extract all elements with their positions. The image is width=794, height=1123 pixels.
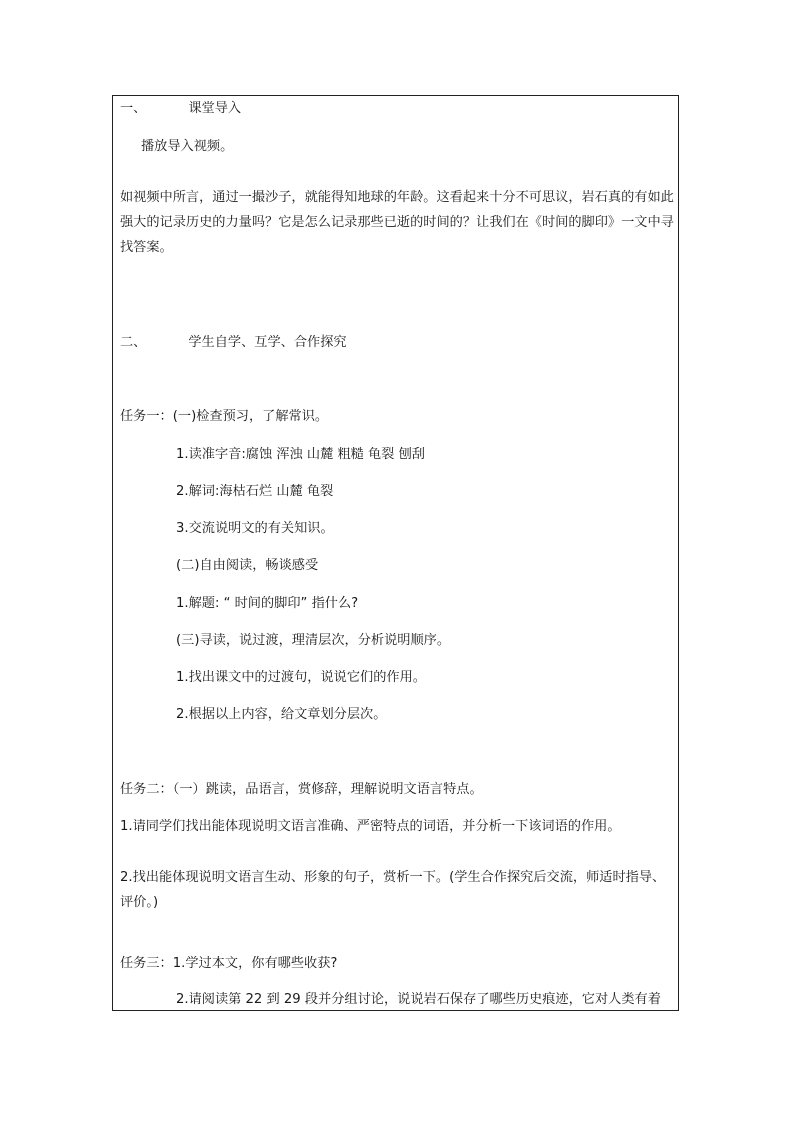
task-one-title: (一)检查预习，了解常识。 bbox=[172, 409, 329, 424]
task-one-item: 1.读准字音:腐蚀 浑浊 山麓 粗糙 龟裂 刨刮 bbox=[176, 447, 425, 462]
task-one-item: 2.根据以上内容，给文章划分层次。 bbox=[176, 707, 387, 722]
task-one-item: 2.解词:海枯石烂 山麓 龟裂 bbox=[176, 484, 334, 499]
lesson-plan-table-cell bbox=[112, 95, 679, 1011]
task-one-label: 任务一： bbox=[120, 409, 173, 424]
task-three-heading: 任务三：1.学过本文，你有哪些收获? bbox=[120, 956, 338, 971]
task-two-heading: 任务二：（一）跳读，品语言，赏修辞，理解说明文语言特点。 bbox=[120, 782, 483, 797]
task-one-subheading: (二)自由阅读，畅谈感受 bbox=[176, 558, 319, 573]
section-one-heading bbox=[120, 99, 241, 119]
task-one-item: 1.解题: “ 时间的脚印” 指什么? bbox=[176, 596, 359, 611]
task-one-item: 3.交流说明文的有关知识。 bbox=[176, 521, 334, 536]
play-video-line: 播放导入视频。 bbox=[141, 139, 234, 154]
task-three-item: 2.请阅读第 22 到 29 段并分组讨论，说说岩石保存了哪些历史痕迹，它对人类有着 bbox=[176, 992, 661, 1007]
task-one-subheading: (三)寻读，说过渡，理清层次，分析说明顺序。 bbox=[176, 633, 451, 648]
task-two-item: 1.请同学们找出能体现说明文语言准确、严密特点的词语，并分析一下该词语的作用。 bbox=[120, 819, 621, 834]
section-two-number: 二、 bbox=[120, 335, 147, 350]
section-two-heading bbox=[120, 333, 347, 353]
task-two-item: 2.找出能体现说明文语言生动、形象的句子，赏析一下。(学生合作探究后交流，师适时指导、评价。) bbox=[120, 870, 666, 911]
task-one-item: 1.找出课文中的过渡句，说说它们的作用。 bbox=[176, 670, 426, 685]
section-two-title: 学生自学、互学、合作探究 bbox=[188, 335, 347, 350]
intro-paragraph: 如视频中所言，通过一撮沙子，就能得知地球的年龄。这看起来十分不可思议，岩石真的有如此强大的记录历史的力量吗？它是怎么记录那些已逝的时间的？让我们在《时间的脚印》一文中寻找答案。 bbox=[120, 190, 674, 256]
task-one-heading bbox=[120, 407, 328, 427]
section-one-number: 一、 bbox=[120, 101, 147, 116]
section-one-title: 课堂导入 bbox=[188, 101, 242, 116]
